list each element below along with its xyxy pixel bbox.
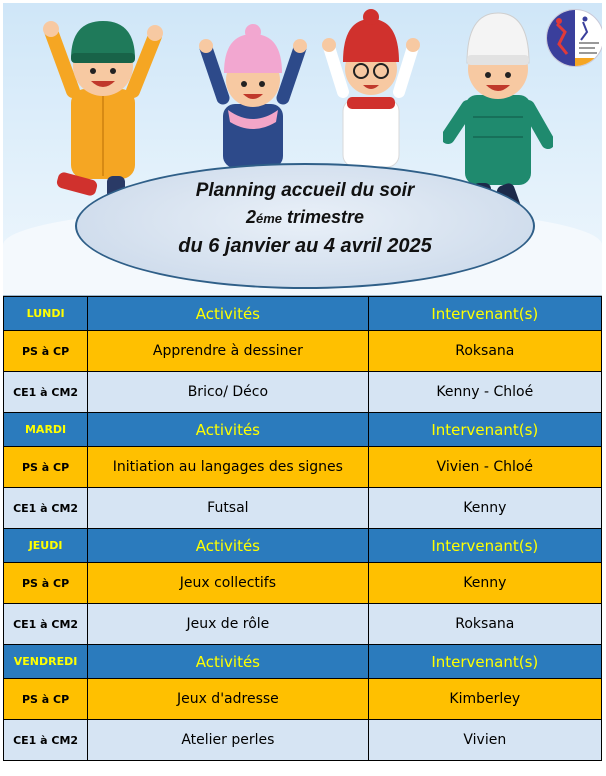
day-name: VENDREDI: [4, 645, 88, 679]
level-label: CE1 à CM2: [4, 720, 88, 761]
title-block: [75, 178, 535, 260]
day-name: LUNDI: [4, 297, 88, 331]
level-label: CE1 à CM2: [4, 604, 88, 645]
activity-cell: Futsal: [88, 488, 368, 529]
table-row: [4, 679, 602, 720]
speaker-cell: Roksana: [368, 604, 601, 645]
level-label: PS à CP: [4, 679, 88, 720]
speakers-header: Intervenant(s): [368, 297, 601, 331]
dates: du 6 janvier au 4 avril 2025: [178, 235, 432, 257]
day-header-row: [4, 413, 602, 447]
speaker-cell: Roksana: [368, 331, 601, 372]
speakers-header: Intervenant(s): [368, 413, 601, 447]
activity-cell: Jeux d'adresse: [88, 679, 368, 720]
activities-header: Activités: [88, 645, 368, 679]
trimester-word: trimestre: [282, 207, 365, 227]
level-label: PS à CP: [4, 331, 88, 372]
activity-cell: Apprendre à dessiner: [88, 331, 368, 372]
title: Planning accueil du soir: [195, 180, 415, 201]
table-row: [4, 331, 602, 372]
speakers-header: Intervenant(s): [368, 529, 601, 563]
kid-red-hat-illustration: [321, 7, 421, 167]
level-label: PS à CP: [4, 447, 88, 488]
trimester-suffix: éme: [255, 211, 282, 226]
activity-cell: Brico/ Déco: [88, 372, 368, 413]
day-header-row: [4, 297, 602, 331]
level-label: CE1 à CM2: [4, 372, 88, 413]
table-row: [4, 720, 602, 761]
sports-logo: [546, 9, 602, 67]
table-row: [4, 447, 602, 488]
activity-cell: Initiation au langages des signes: [88, 447, 368, 488]
speaker-cell: Kenny: [368, 488, 601, 529]
level-label: PS à CP: [4, 563, 88, 604]
table-row: [4, 372, 602, 413]
sports-logo-icon: [547, 10, 602, 66]
speaker-cell: Kenny: [368, 563, 601, 604]
speaker-cell: Vivien - Chloé: [368, 447, 601, 488]
activity-cell: Jeux de rôle: [88, 604, 368, 645]
activity-cell: Atelier perles: [88, 720, 368, 761]
speaker-cell: Kenny - Chloé: [368, 372, 601, 413]
day-name: JEUDI: [4, 529, 88, 563]
day-header-row: [4, 529, 602, 563]
level-label: CE1 à CM2: [4, 488, 88, 529]
schedule-table: [3, 296, 602, 761]
trimester-number: 2: [245, 207, 256, 227]
day-header-row: [4, 645, 602, 679]
day-name: MARDI: [4, 413, 88, 447]
trimester-line: [75, 204, 535, 232]
kid-pink-hat-illustration: [198, 18, 308, 168]
activities-header: Activités: [88, 297, 368, 331]
speaker-cell: Kimberley: [368, 679, 601, 720]
table-row: [4, 604, 602, 645]
speaker-cell: Vivien: [368, 720, 601, 761]
activities-header: Activités: [88, 529, 368, 563]
activity-cell: Jeux collectifs: [88, 563, 368, 604]
table-row: [4, 563, 602, 604]
table-row: [4, 488, 602, 529]
activities-header: Activités: [88, 413, 368, 447]
speakers-header: Intervenant(s): [368, 645, 601, 679]
